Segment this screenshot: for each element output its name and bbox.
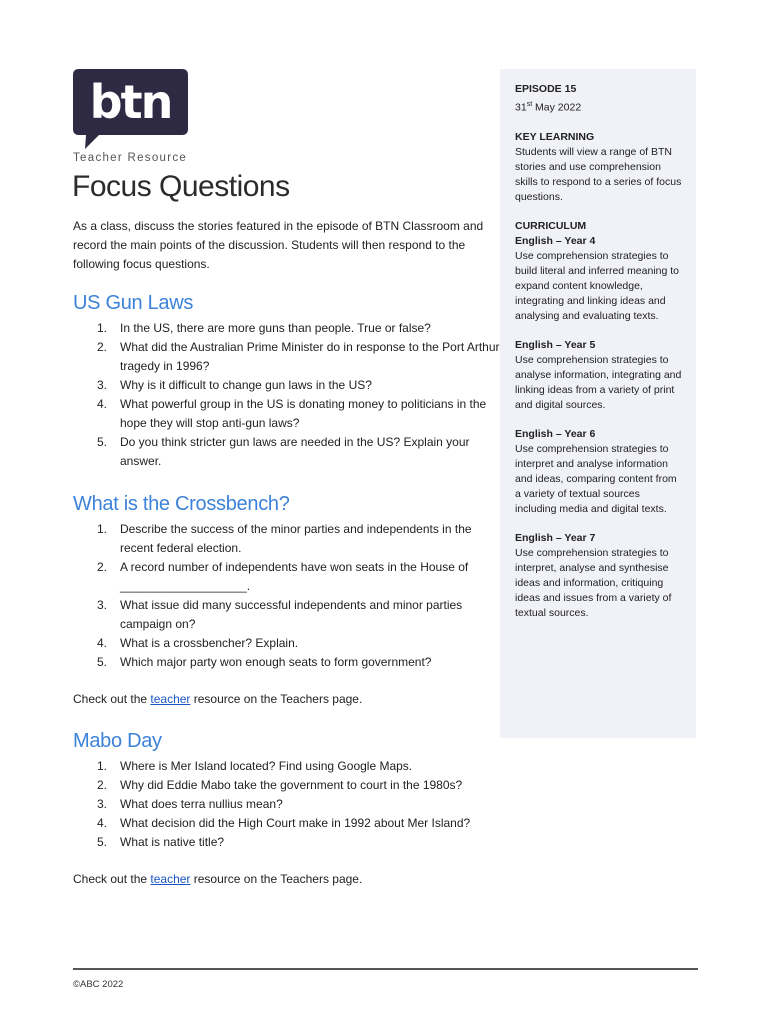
teacher-resource-note: Check out the teacher resource on the Teachers page. xyxy=(73,872,363,886)
question-item: 1. In the US, there are more guns than people. True or false? xyxy=(97,321,431,335)
question-list xyxy=(73,520,503,672)
teacher-resource-note: Check out the teacher resource on the Teachers page. xyxy=(73,692,363,706)
sidebar-panel xyxy=(500,69,696,738)
question-item: 3. What does terra nullius mean? xyxy=(97,797,283,811)
curriculum-heading: CURRICULUM xyxy=(515,219,587,232)
question-item: 3. Why is it difficult to change gun laws in the US? xyxy=(97,378,372,392)
episode-date: 31st May 2022 xyxy=(515,101,582,114)
question-list xyxy=(73,757,503,852)
section-heading: US Gun Laws xyxy=(73,292,194,314)
question-item: 2. A record number of independents have won seats in the House of ___________________. xyxy=(97,560,469,593)
question-item: 5. Do you think stricter gun laws are needed in the US? Explain your answer. xyxy=(97,435,470,468)
teacher-link[interactable]: teacher xyxy=(150,692,191,706)
question-item: 1. Where is Mer Island located? Find using Google Maps. xyxy=(97,759,413,773)
curriculum-item: English – Year 6 Use comprehension strategies to interpret and analyse information and ideas, comparing content from a variety of textual sources including media and digital texts. xyxy=(515,427,677,515)
footer-divider xyxy=(73,968,698,970)
section-us-gun-laws xyxy=(73,292,503,471)
section-mabo-day xyxy=(73,730,503,889)
copyright: ©ABC 2022 xyxy=(73,979,124,990)
key-learning-text: Students will view a range of BTN stories and use comprehension skills to respond to a series of focus questions. xyxy=(515,145,682,203)
question-item: 3. What issue did many successful independents and minor parties campaign on? xyxy=(97,598,463,631)
teacher-link[interactable]: teacher xyxy=(150,872,191,886)
section-heading: What is the Crossbench? xyxy=(73,493,290,515)
question-item: 2. What did the Australian Prime Minister do in response to the Port Arthur tragedy in 1996? xyxy=(97,340,500,373)
curriculum-item: English – Year 7 Use comprehension strategies to interpret, analyse and synthesise ideas and information, critiquing ideas and issues from a variety of textual sources. xyxy=(515,531,672,619)
question-list xyxy=(73,319,503,471)
page-title: Focus Questions xyxy=(72,170,290,203)
intro-paragraph: As a class, discuss the stories featured in the episode of BTN Classroom and record the main points of the discussion. Students will then respond to the following focus questions. xyxy=(73,219,484,271)
question-item: 4. What is a crossbencher? Explain. xyxy=(97,636,299,650)
btn-logo xyxy=(73,69,188,149)
episode-label: EPISODE 15 xyxy=(515,83,577,95)
curriculum-item: English – Year 4 Use comprehension strategies to build literal and inferred meaning to expand content knowledge, integrating and linking ideas and analysing and evaluating texts. xyxy=(515,234,680,322)
logo-text: btn xyxy=(89,75,172,129)
question-item: 4. What powerful group in the US is donating money to politicians in the hope they will stop anti-gun laws? xyxy=(97,397,487,430)
question-item: 5. Which major party won enough seats to form government? xyxy=(97,655,432,669)
section-heading: Mabo Day xyxy=(73,730,162,752)
question-item: 1. Describe the success of the minor parties and independents in the recent federal election. xyxy=(97,522,472,555)
question-item: 5. What is native title? xyxy=(97,835,225,849)
section-crossbench xyxy=(73,493,503,709)
teacher-resource-label: Teacher Resource xyxy=(73,152,188,164)
curriculum-item: English – Year 5 Use comprehension strategies to analyse information, integrating and linking ideas from a variety of print and digital sources. xyxy=(515,338,682,411)
question-item: 4. What decision did the High Court make in 1992 about Mer Island? xyxy=(97,816,471,830)
key-learning-heading: KEY LEARNING xyxy=(515,130,595,143)
question-item: 2. Why did Eddie Mabo take the government to court in the 1980s? xyxy=(97,778,463,792)
